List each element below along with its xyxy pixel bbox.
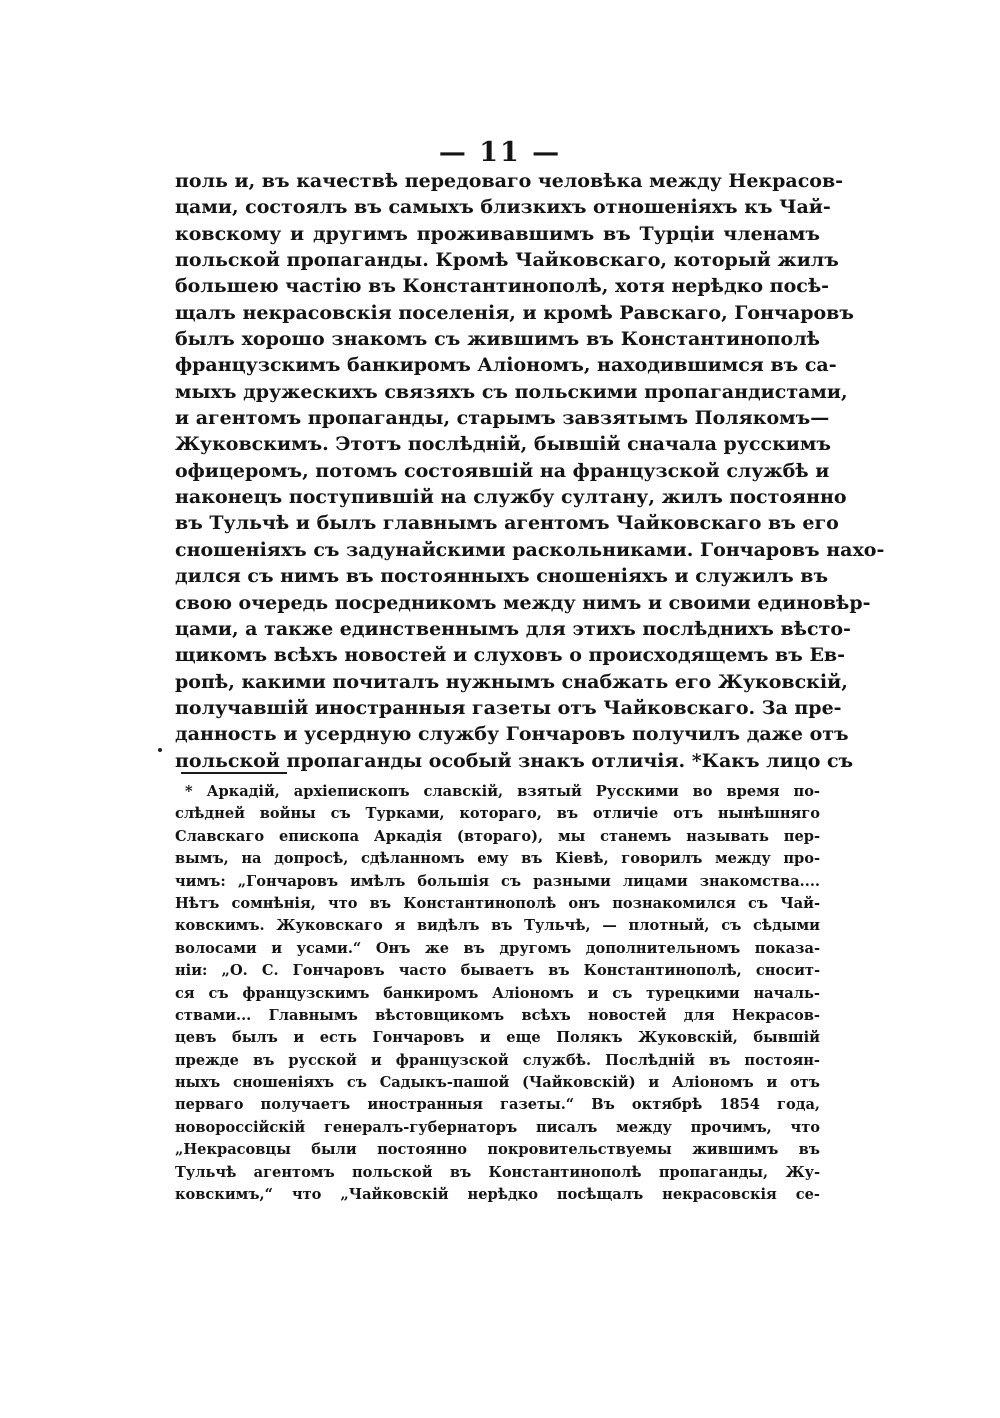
footnote-line: ся съ французскимъ банкиромъ Аліономъ и съ турецкими началь- xyxy=(175,984,820,1002)
text-line: сношеніяхъ съ задунайскими раскольниками. Гончаровъ нахо- xyxy=(175,538,885,561)
text-line: офицеромъ, потомъ состоявшій на французской службѣ и xyxy=(175,459,830,482)
footnote-line: Славскаго епископа Аркадія (втораго), мы станемъ называть пер- xyxy=(175,827,820,845)
footnote-line: Тульчѣ агентомъ польской въ Константинополѣ пропаганды, Жу- xyxy=(175,1163,820,1181)
text-line: большею частію въ Константинополѣ, хотя нерѣдко посѣ- xyxy=(175,275,830,298)
margin-mark xyxy=(158,748,162,752)
text-line: цами, а также единственнымъ для этихъ послѣднихъ вѣсто- xyxy=(175,617,851,640)
footnote-line: новороссійскій генералъ-губернаторъ писалъ между прочимъ, что xyxy=(175,1118,820,1136)
footnote-line: ніи: „О. С. Гончаровъ часто бываетъ въ Константинополѣ, сносит- xyxy=(175,962,820,980)
footnote xyxy=(175,781,820,1206)
footnote-line: вымъ, на допросѣ, сдѣланномъ ему въ Кіевѣ, говорилъ между про- xyxy=(175,850,820,868)
text-line: щалъ некрасовскія поселенія, и кромѣ Равскаго, Гончаровъ xyxy=(175,301,854,324)
text-line: цами, состоялъ въ самыхъ близкихъ отношеніяхъ къ Чай- xyxy=(175,196,831,219)
text-line: въ Тульчѣ и былъ главнымъ агентомъ Чайковскаго въ его xyxy=(175,512,839,535)
footnote-line: цевъ былъ и есть Гончаровъ и еще Полякъ Жуковскій, бывшій xyxy=(175,1029,820,1047)
footnote-line: * Аркадій, архіепископъ славскій, взятый Русскими во время по- xyxy=(185,783,820,800)
text-line: наконецъ поступившій на службу султану, жилъ постоянно xyxy=(175,486,847,509)
text-line: поль и, въ качествѣ передоваго человѣка между Некрасов- xyxy=(175,170,844,192)
text-line: дился съ нимъ въ постоянныхъ сношеніяхъ и служилъ въ xyxy=(175,565,829,588)
text-line: щикомъ всѣхъ новостей и слуховъ о происходящемъ въ Ев- xyxy=(175,644,846,667)
footnote-line: ковскимъ. Жуковскаго я видѣлъ въ Тульчѣ, — плотный, съ сѣдыми xyxy=(175,917,820,935)
text-line: свою очередь посредникомъ между нимъ и своими единовѣр- xyxy=(175,591,871,614)
footnote-line: перваго получаетъ иностранныя газеты.“ Въ октябрѣ 1854 года, xyxy=(175,1096,820,1114)
footnote-divider xyxy=(181,772,287,774)
text-line: былъ хорошо знакомъ съ жившимъ въ Константинополѣ xyxy=(175,328,820,351)
text-line: мыхъ дружескихъ связяхъ съ польскими пропагандистами, xyxy=(175,380,848,403)
footnote-line: слѣдней войны съ Турками, котораго, въ отличіе отъ нынѣшняго xyxy=(175,805,820,823)
page-number: — 11 — xyxy=(438,137,562,168)
footnote-line: волосами и усами.“ Онъ же въ другомъ дополнительномъ показа- xyxy=(175,939,820,957)
text-line: ропѣ, какими почиталъ нужнымъ снабжать его Жуковскій, xyxy=(175,670,848,693)
footnote-line: ствами... Главнымъ вѣстовщикомъ всѣхъ новостей для Некрасов- xyxy=(175,1006,820,1024)
text-line: Жуковскимъ. Этотъ послѣдній, бывшій сначала русскимъ xyxy=(175,433,831,456)
main-text xyxy=(175,168,885,774)
footnote-line: прежде въ русской и французской службѣ. Послѣдній въ постоян- xyxy=(175,1051,820,1069)
text-line: и агентомъ пропаганды, старымъ завзятымъ Полякомъ— xyxy=(175,407,830,430)
footnote-line: Нѣтъ сомнѣнія, что въ Константинополѣ онъ познакомился съ Чай- xyxy=(175,894,820,912)
text-line: данность и усердную службу Гончаровъ получилъ даже отъ xyxy=(175,723,849,746)
text-line: ковскому и другимъ проживавшимъ въ Турціи членамъ xyxy=(175,222,820,245)
footnote-line: ковскимъ,“ что „Чайковскій нерѣдко посѣщалъ некрасовскія се- xyxy=(175,1186,820,1204)
text-line: польской пропаганды. Кромѣ Чайковскаго, который жилъ xyxy=(175,249,839,272)
text-line: получавшій иностранныя газеты отъ Чайковскаго. За пре- xyxy=(175,696,842,719)
footnote-line: ныхъ сношеніяхъ съ Садыкъ-пашой (Чайковскій) и Аліономъ и отъ xyxy=(175,1074,820,1092)
footnote-line: „Некрасовцы были постоянно покровительствуемы жившимъ въ xyxy=(175,1141,820,1159)
text-line: польской пропаганды особый знакъ отличія. *Какъ лицо съ xyxy=(175,749,854,772)
text-line: французскимъ банкиромъ Аліономъ, находившимся въ са- xyxy=(175,354,837,377)
footnote-line: чимъ: „Гончаровъ имѣлъ большія съ разными лицами знакомства.... xyxy=(175,872,820,890)
